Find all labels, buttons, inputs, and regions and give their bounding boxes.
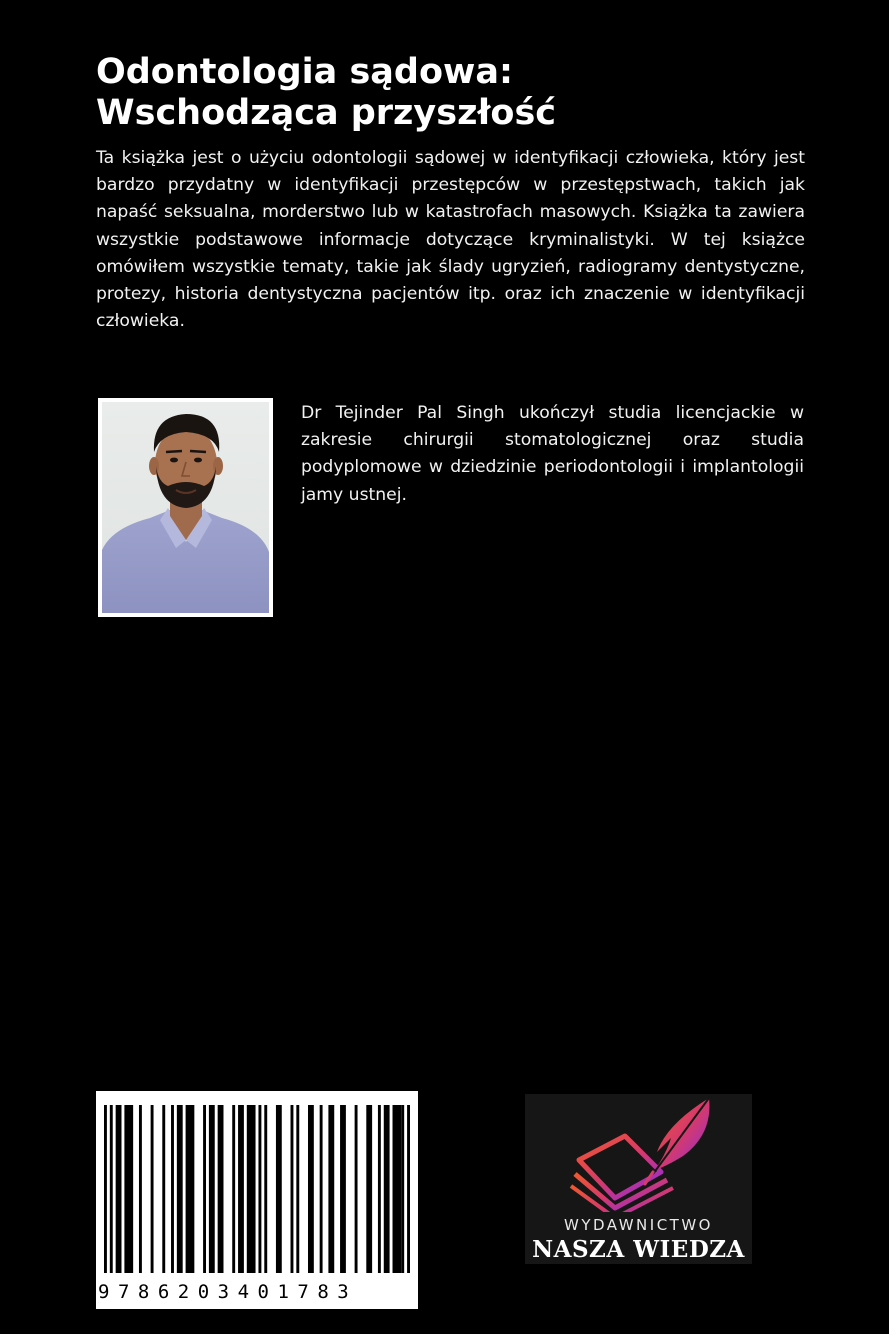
barcode-bar — [320, 1105, 323, 1273]
book-title — [96, 52, 816, 134]
author-bio: Dr Tejinder Pal Singh ukończył studia licencjackie w zakresie chirurgii stomatologicznej oraz studia podyplomowe w dziedzinie periodontologii i implantologii jamy ustnej. — [301, 403, 804, 505]
barcode-bar — [308, 1105, 314, 1273]
barcode-bar — [291, 1105, 294, 1273]
barcode-bar — [232, 1105, 235, 1273]
barcode-bar — [238, 1105, 244, 1273]
barcode-bar — [264, 1105, 267, 1273]
barcode-bar — [110, 1105, 113, 1273]
book-title-line1: Odontologia sądowa: — [96, 52, 513, 92]
barcode-bar — [151, 1105, 154, 1273]
barcode-bar — [393, 1105, 402, 1273]
barcode-bar — [407, 1105, 410, 1273]
publisher-name: NASZA WIEDZA — [532, 1236, 745, 1263]
barcode-bar — [218, 1105, 224, 1273]
barcode-bar — [209, 1105, 215, 1273]
barcode-bar — [296, 1105, 299, 1273]
author-portrait-image — [102, 402, 269, 613]
barcode-bar — [328, 1105, 334, 1273]
barcode-bar — [355, 1105, 358, 1273]
barcode-bar — [177, 1105, 183, 1273]
barcode-bar — [139, 1105, 142, 1273]
quill-book-logo-icon — [563, 1094, 713, 1212]
barcode-bar — [401, 1105, 404, 1273]
barcode-bar — [124, 1105, 133, 1273]
book-title-line2: Wschodząca przyszłość — [96, 93, 557, 133]
barcode-bars — [96, 1091, 418, 1309]
barcode-bar — [384, 1105, 390, 1273]
barcode-bar — [258, 1105, 261, 1273]
barcode-bar — [171, 1105, 174, 1273]
barcode-bar — [378, 1105, 381, 1273]
isbn-barcode — [96, 1091, 418, 1309]
barcode-bar — [162, 1105, 165, 1273]
barcode-bar — [104, 1105, 107, 1273]
barcode-bar — [247, 1105, 256, 1273]
publisher-label: WYDAWNICTWO — [564, 1216, 713, 1234]
barcode-bar — [116, 1105, 122, 1273]
book-description: Ta książka jest o użyciu odontologii sądowej w identyfikacji człowieka, który jest bardzo przydatny w identyfikacji przestępców w przestępstwach, takich jak napaść seksualna, morderstwo lub w katastrofach masowych. Książka ta zawiera wszystkie podstawowe informacje dotyczące kryminalistyki. W tej książce omówiłem wszystkie tematy, takie jak ślady ugryzień, radiogramy dentystyczne, protezy, historia dentystyczna pacjentów itp. oraz ich znaczenie w identyfikacji człowieka. — [96, 148, 805, 332]
barcode-bar — [203, 1105, 206, 1273]
isbn-number: 9786203401783 — [98, 1281, 358, 1303]
barcode-bar — [366, 1105, 372, 1273]
barcode-bar — [186, 1105, 195, 1273]
publisher-logo — [525, 1094, 752, 1264]
author-photo — [98, 398, 273, 617]
barcode-bar — [276, 1105, 282, 1273]
barcode-bar — [340, 1105, 346, 1273]
